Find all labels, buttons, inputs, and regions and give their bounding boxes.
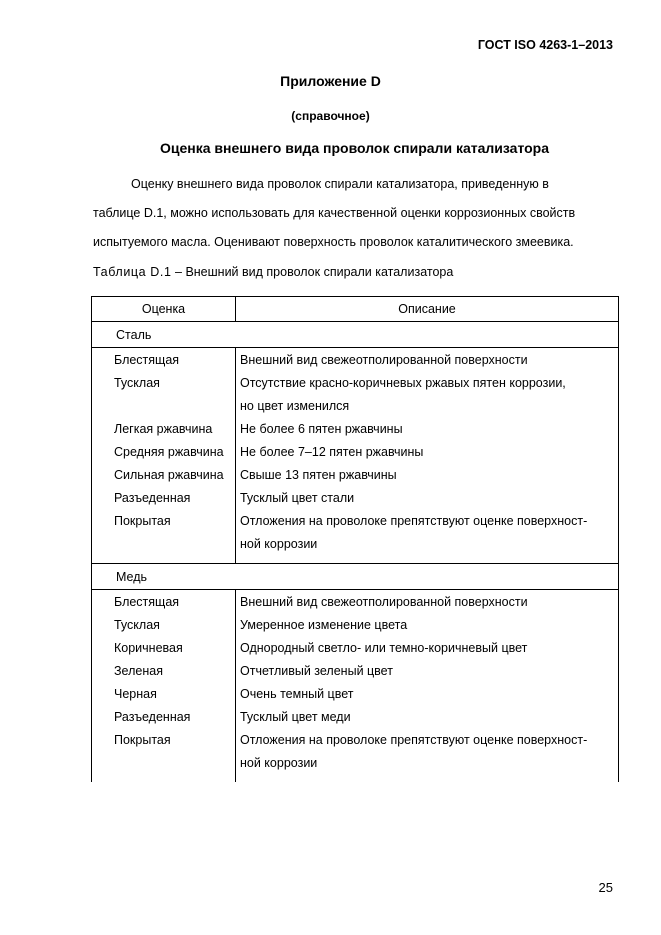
paragraph-line-2: таблице D.1, можно использовать для качественной оценки коррозионных свойств bbox=[93, 206, 576, 220]
rating-cell: Коричневая bbox=[92, 636, 236, 659]
table-row bbox=[92, 751, 619, 782]
table-row bbox=[92, 463, 619, 486]
rating-cell: Черная bbox=[92, 682, 236, 705]
table-section-row bbox=[92, 564, 619, 590]
description-cell: Не более 7–12 пятен ржавчины bbox=[236, 440, 619, 463]
table-row bbox=[92, 682, 619, 705]
table-caption-label: Таблица D.1 bbox=[93, 265, 172, 279]
table-caption-text: – Внешний вид проволок спирали катализатора bbox=[171, 265, 454, 279]
description-cell: Умеренное изменение цвета bbox=[236, 613, 619, 636]
table-header-row bbox=[92, 297, 619, 322]
section-name: Сталь bbox=[92, 322, 619, 348]
standard-header: ГОСТ ISO 4263-1–2013 bbox=[477, 38, 613, 52]
rating-cell bbox=[92, 751, 236, 782]
description-cell: Отчетливый зеленый цвет bbox=[236, 659, 619, 682]
description-cell: Тусклый цвет меди bbox=[236, 705, 619, 728]
rating-cell: Тусклая bbox=[92, 371, 236, 394]
table-row bbox=[92, 486, 619, 509]
table-row bbox=[92, 728, 619, 751]
rating-cell: Покрытая bbox=[92, 728, 236, 751]
rating-cell: Средняя ржавчина bbox=[92, 440, 236, 463]
rating-cell: Легкая ржавчина bbox=[92, 417, 236, 440]
table-body bbox=[92, 297, 619, 783]
rating-cell bbox=[92, 532, 236, 564]
description-cell: ной коррозии bbox=[236, 532, 619, 564]
rating-cell: Тусклая bbox=[92, 613, 236, 636]
description-cell: Очень темный цвет bbox=[236, 682, 619, 705]
paragraph-line-3: испытуемого масла. Оценивают поверхность проволок каталитического змеевика. bbox=[93, 235, 574, 249]
table-row bbox=[92, 532, 619, 564]
table-row bbox=[92, 705, 619, 728]
section-name: Медь bbox=[92, 564, 619, 590]
description-cell: Тусклый цвет стали bbox=[236, 486, 619, 509]
table-section-row bbox=[92, 322, 619, 348]
description-cell: Однородный светло- или темно-коричневый цвет bbox=[236, 636, 619, 659]
appendix-title: Приложение D bbox=[280, 73, 381, 89]
table-row bbox=[92, 590, 619, 614]
table-row bbox=[92, 636, 619, 659]
description-cell: Внешний вид свежеотполированной поверхности bbox=[236, 348, 619, 372]
description-cell: Не более 6 пятен ржавчины bbox=[236, 417, 619, 440]
rating-cell: Сильная ржавчина bbox=[92, 463, 236, 486]
table-row bbox=[92, 371, 619, 394]
rating-cell: Покрытая bbox=[92, 509, 236, 532]
rating-cell: Зеленая bbox=[92, 659, 236, 682]
paragraph-line-1: Оценку внешнего вида проволок спирали катализатора, приведенную в bbox=[131, 177, 549, 191]
column-header-description: Описание bbox=[236, 297, 619, 322]
description-cell: Отсутствие красно-коричневых ржавых пятен коррозии, bbox=[236, 371, 619, 394]
table-row bbox=[92, 348, 619, 372]
page-number: 25 bbox=[598, 880, 613, 895]
description-cell: Отложения на проволоке препятствуют оценке поверхност- bbox=[236, 509, 619, 532]
column-header-rating: Оценка bbox=[92, 297, 236, 322]
section-title: Оценка внешнего вида проволок спирали катализатора bbox=[159, 140, 550, 156]
rating-cell: Блестящая bbox=[92, 590, 236, 614]
table-row bbox=[92, 509, 619, 532]
table-row bbox=[92, 659, 619, 682]
appendix-note: (справочное) bbox=[291, 109, 370, 123]
description-cell: Внешний вид свежеотполированной поверхности bbox=[236, 590, 619, 614]
table-row bbox=[92, 440, 619, 463]
rating-cell: Разъеденная bbox=[92, 486, 236, 509]
description-cell: ной коррозии bbox=[236, 751, 619, 782]
rating-cell bbox=[92, 394, 236, 417]
appearance-table bbox=[91, 296, 619, 782]
table-row bbox=[92, 613, 619, 636]
rating-cell: Разъеденная bbox=[92, 705, 236, 728]
table-caption bbox=[93, 265, 453, 279]
table-row bbox=[92, 417, 619, 440]
description-cell: но цвет изменился bbox=[236, 394, 619, 417]
description-cell: Отложения на проволоке препятствуют оценке поверхност- bbox=[236, 728, 619, 751]
rating-cell: Блестящая bbox=[92, 348, 236, 372]
table-row bbox=[92, 394, 619, 417]
description-cell: Свыше 13 пятен ржавчины bbox=[236, 463, 619, 486]
body-paragraph bbox=[93, 170, 613, 257]
